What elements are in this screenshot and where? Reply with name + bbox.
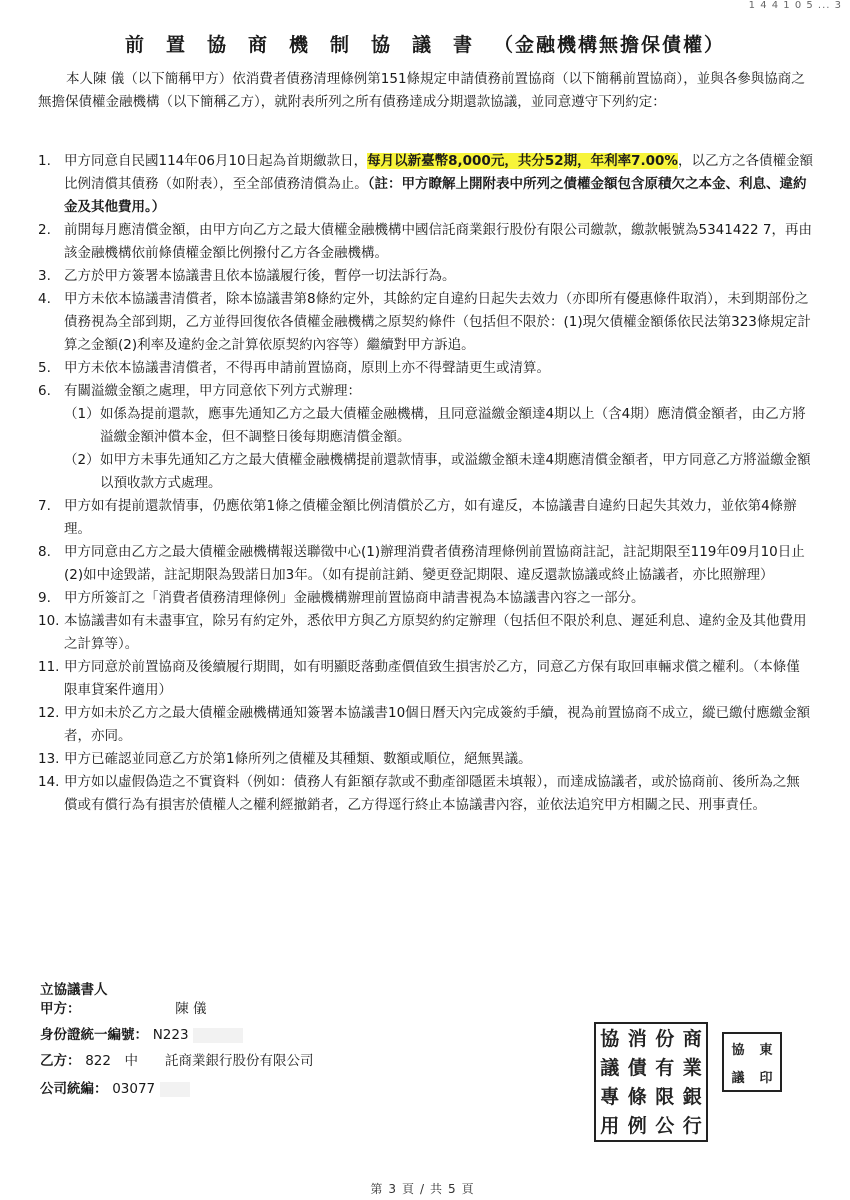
seal-char: 專 <box>600 1085 620 1108</box>
clause-6 <box>38 380 813 403</box>
clause-9 <box>38 587 813 610</box>
seal-char: 印 <box>759 1070 773 1086</box>
clause-number: 8. <box>38 544 51 560</box>
clause-11 <box>38 656 813 702</box>
company-id-label: 公司統編： <box>40 1081 108 1097</box>
corner-fax-header: 1 4 4 1 0 5 ... 3 <box>748 0 842 11</box>
clause-text: 甲方同意由乙方之最大債權金融機構報送聯徵中心(1)辦理消費者債務清理條例前置協商註記，註記期限至119年09月10日止(2)如中途毀諾，註記期限為毀諾日加3年。（如有提前註銷、變更登記期限、違反還款協議或終止協議者，亦比照辦理） <box>64 544 805 583</box>
clause-text: 前開每月應清償金額，由甲方向乙方之最大債權金融機構中國信託商業銀行股份有限公司繳款，繳款帳號為5341422 7，再由該金融機構依前條債權金額比例撥付乙方各金融機構。 <box>64 222 813 261</box>
sub-text: 如係為提前還款，應事先通知乙方之最大債權金融機構，且同意溢繳金額達4期以上（含4期）應清償金額者，由乙方將溢繳金額沖償本金，但不調整日後每期應清償金額。 <box>100 406 806 445</box>
party-b-row <box>40 1049 313 1069</box>
clause-3 <box>38 265 813 288</box>
clause-1-note: （註：甲方瞭解上開附表中所列之債權金額包含原積欠之本金、利息、違約金及其他費用。） <box>64 176 807 215</box>
party-a-label: 甲方： <box>40 1001 81 1017</box>
company-id-row <box>40 1077 190 1097</box>
party-a-row <box>40 997 207 1017</box>
title-sub: （金融機構無擔保債權） <box>494 34 726 56</box>
seal-char: 業 <box>682 1056 702 1079</box>
clause-number: 10. <box>38 613 60 629</box>
clause-2 <box>38 219 813 265</box>
clause-number: 9. <box>38 590 51 606</box>
seal-char: 協 <box>731 1042 745 1058</box>
clause-number: 11. <box>38 659 60 675</box>
clause-1 <box>38 150 813 219</box>
seal-char: 銀 <box>682 1085 702 1108</box>
seal-char: 用 <box>600 1114 620 1137</box>
officer-seal-stamp <box>722 1032 782 1092</box>
clause-1-post: ，以乙方之各債權金額比例清償其債務（如附表），至全部債務清償為止。 <box>64 153 813 192</box>
clause-5 <box>38 357 813 380</box>
clause-text: 甲方同意於前置協商及後續履行期間，如有明顯貶落動產價值致生損害於乙方，同意乙方保有取回車輛求償之權利。（本條僅限車貸案件適用） <box>64 659 800 698</box>
seal-char: 公 <box>655 1114 675 1137</box>
party-b-value: 822 中 託商業銀行股份有限公司 <box>85 1053 314 1069</box>
seal-char: 消 <box>627 1027 647 1050</box>
clause-13 <box>38 748 813 771</box>
seal-char: 債 <box>627 1056 647 1079</box>
document-title <box>0 30 850 57</box>
id-label: 身份證統一編號： <box>40 1027 148 1043</box>
seal-char: 份 <box>655 1027 675 1050</box>
clause-list <box>38 150 813 817</box>
clause-text: 乙方於甲方簽署本協議書且依本協議履行後，暫停一切法訴行為。 <box>64 268 456 284</box>
clause-number: 6. <box>38 383 51 399</box>
clause-number: 12. <box>38 705 60 721</box>
seal-char: 限 <box>655 1085 675 1108</box>
clause-7 <box>38 495 813 541</box>
clause-number: 7. <box>38 498 51 514</box>
party-a-value: 陳 儀 <box>175 1001 207 1017</box>
clause-text: 甲方如以虛假偽造之不實資料（例如：債務人有鉅額存款或不動產卻隱匿未填報），而達成協議者，或於協商前、後所為之無償或有償行為有損害於債權人之權利經撤銷者，乙方得逕行終止本協議書內容，並依法追究甲方相關之民、刑事責任。 <box>64 774 800 813</box>
seal-char: 行 <box>682 1114 702 1137</box>
clause-number: 1. <box>38 153 51 169</box>
seal-char: 例 <box>627 1114 647 1137</box>
seal-char: 議 <box>600 1056 620 1079</box>
page-number: 第3頁/共5頁 <box>370 1182 480 1196</box>
clause-6-sub-2 <box>38 449 813 495</box>
clause-text: 甲方如有提前還款情事，仍應依第1條之債權金額比例清償於乙方，如有違反，本協議書自違約日起失其效力，並依第4條辦理。 <box>64 498 797 537</box>
clause-text: 甲方已確認並同意乙方於第1條所列之債權及其種類、數額或順位，絕無異議。 <box>64 751 532 767</box>
seal-char: 條 <box>627 1085 647 1108</box>
clause-6-sub-1 <box>38 403 813 449</box>
sub-number: （2） <box>64 452 100 468</box>
clause-text: 甲方未依本協議書清償者，不得再申請前置協商，原則上亦不得聲請更生或清算。 <box>64 360 550 376</box>
clause-number: 13. <box>38 751 60 767</box>
redaction <box>193 1028 243 1043</box>
clause-number: 4. <box>38 291 51 307</box>
redaction <box>160 1082 190 1097</box>
clause-number: 2. <box>38 222 51 238</box>
seal-char: 協 <box>600 1027 620 1050</box>
highlighted-payment-terms: 每月以新臺幣8,000元，共分52期，年利率7.00% <box>367 153 678 169</box>
clause-8 <box>38 541 813 587</box>
clause-number: 5. <box>38 360 51 376</box>
title-main: 前置協商機制協議書 <box>124 34 494 56</box>
id-row <box>40 1023 243 1043</box>
seal-char: 議 <box>731 1070 745 1086</box>
clause-text: 有關溢繳金額之處理，甲方同意依下列方式辦理： <box>64 383 361 399</box>
clause-text: 本協議書如有未盡事宜，除另有約定外，悉依甲方與乙方原契約約定辦理（包括但不限於利息、遲延利息、違約金及其他費用之計算等）。 <box>64 613 807 652</box>
clause-number: 3. <box>38 268 51 284</box>
clause-text: 甲方如未於乙方之最大債權金融機構通知簽署本協議書10個日曆天內完成簽約手續，視為前置協商不成立，縱已繳付應繳金額者，亦同。 <box>64 705 811 744</box>
clause-10 <box>38 610 813 656</box>
clause-number: 14. <box>38 774 60 790</box>
seal-char: 商 <box>682 1027 702 1050</box>
clause-text: 甲方未依本協議書清償者，除本協議書第8條約定外，其餘約定自違約日起失去效力（亦即所有優惠條件取消），未到期部份之債務視為全部到期，乙方並得回復依各債權金融機構之原契約條件（包括但不限於：(1)現欠債權金額係依民法第323條規定計算之金額(2)利率及違約金之計算依原契約內容等）繼續對甲方訴追。 <box>64 291 811 353</box>
party-b-label: 乙方： <box>40 1053 81 1069</box>
intro-paragraph: 本人陳 儀（以下簡稱甲方）依消費者債務清理條例第151條規定申請債務前置協商（以下簡稱前置協商），並與各參與協商之無擔保債權金融機構（以下簡稱乙方），就附表所列之所有債務達成分期還款協議，並同意遵守下列約定： <box>38 71 805 110</box>
seal-char: 有 <box>655 1056 675 1079</box>
seal-char: 東 <box>759 1042 773 1058</box>
clause-1-pre: 甲方同意自民國114年06月10日起為首期繳款日， <box>64 153 368 169</box>
company-id-value: 03077 <box>112 1081 156 1097</box>
id-value: N223 <box>152 1027 189 1043</box>
signatory-heading: 立協議書人 <box>40 982 108 998</box>
sub-number: （1） <box>64 406 100 422</box>
clause-14 <box>38 771 813 817</box>
clause-4 <box>38 288 813 357</box>
clause-text <box>64 150 813 219</box>
bank-seal-stamp <box>594 1022 708 1142</box>
clause-12 <box>38 702 813 748</box>
clause-text: 甲方所簽訂之「消費者債務清理條例」金融機構辦理前置協商申請書視為本協議書內容之一部分。 <box>64 590 645 606</box>
sub-text: 如甲方未事先通知乙方之最大債權金融機構提前還款情事，或溢繳金額未達4期應清償金額者，甲方同意乙方將溢繳金額以預收款方式處理。 <box>100 452 811 491</box>
